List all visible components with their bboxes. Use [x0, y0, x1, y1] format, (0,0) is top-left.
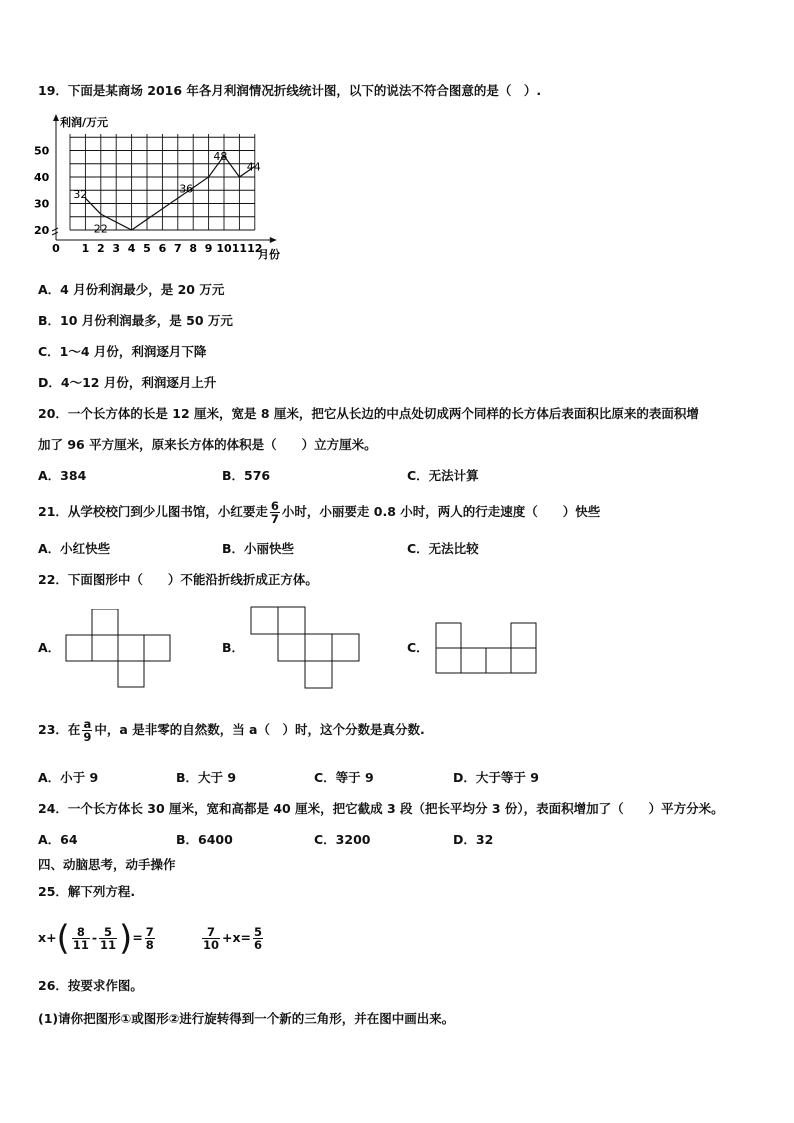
x-tick-label: 0: [52, 242, 60, 255]
q20-option-b[interactable]: B．576: [222, 468, 271, 483]
q21-option-c[interactable]: C．无法比较: [407, 541, 479, 556]
q23-text-b: 中，a 是非零的自然数，当 a（ ）时，这个分数是真分数.: [94, 722, 425, 737]
q19-option-d[interactable]: D．4～12 月份，利润逐月上升: [38, 375, 217, 390]
y-tick-label: 50: [34, 144, 50, 158]
x-tick-label: 4: [127, 242, 136, 255]
q24-option-d[interactable]: D．32: [453, 832, 494, 847]
q22-label-a[interactable]: A．: [38, 640, 61, 655]
q21-option-b[interactable]: B．小丽快些: [222, 541, 295, 556]
equation-2: $\frac{7}{10}$ +x= $\frac{5}{6}$: [203, 925, 263, 952]
point-label: 44: [246, 160, 261, 174]
q19-option-c[interactable]: C．1～4 月份，利润逐月下降: [38, 344, 207, 359]
point-label: 22: [93, 222, 108, 236]
axis-break: [52, 228, 58, 235]
q23-option-b[interactable]: B．大于 9: [176, 770, 237, 785]
y-tick-label: 20: [34, 224, 50, 237]
q23-option-c[interactable]: C．等于 9: [314, 770, 374, 785]
y-tick-label: 40: [34, 171, 50, 184]
profit-series-line: [85, 156, 254, 230]
q21-stem: [38, 494, 600, 530]
y-axis-arrow: [53, 114, 59, 121]
y-axis-label: 利润/万元: [60, 116, 109, 129]
x-tick-label: 12: [247, 242, 263, 255]
y-tick-label: 30: [34, 197, 50, 211]
q20-stem-line2: 加了 96 平方厘米，原来长方体的体积是（ ）立方厘米。: [38, 437, 377, 452]
q20-option-a[interactable]: A．384: [38, 468, 87, 483]
q23-option-a[interactable]: A．小于 9: [38, 770, 99, 785]
point-label: 36: [179, 182, 194, 196]
q26-stem: 26．按要求作图。: [38, 978, 143, 993]
q21-fraction: $\frac{6}{7}$: [270, 499, 279, 526]
q23-stem: [38, 712, 425, 748]
q23-fraction: $\frac{a}{9}$: [83, 717, 92, 744]
x-tick-label: 9: [204, 242, 213, 255]
q21-option-a[interactable]: A．小红快些: [38, 541, 111, 556]
q24-stem: 24．一个长方体长 30 厘米，宽和高都是 40 厘米，把它截成 3 段（把长平均分 3 份），表面积增加了（ ）平方分米。: [38, 801, 724, 816]
q22-label-c[interactable]: C．: [407, 640, 429, 655]
x-tick-label: 6: [158, 242, 167, 255]
x-tick-label: 1: [81, 242, 90, 255]
q21-text-a: 21．从学校校门到少儿图书馆，小红要走: [38, 504, 268, 519]
chart-grid: [70, 134, 255, 230]
x-tick-label: 11: [231, 242, 248, 255]
q24-option-a[interactable]: A．64: [38, 832, 78, 847]
point-label: 32: [73, 188, 88, 202]
q23-option-d[interactable]: D．大于等于 9: [453, 770, 539, 785]
q19-stem: 19．下面是某商场 2016 年各月利润情况折线统计图，以下的说法不符合图意的是（ ）.: [38, 83, 542, 98]
x-tick-label: 10: [216, 242, 232, 255]
q26-subquestion-1: (1)请你把图形①或图形②进行旋转得到一个新的三角形，并在图中画出来。: [38, 1011, 455, 1026]
q22-label-b[interactable]: B．: [222, 640, 245, 655]
q21-text-b: 小时，小丽要走 0.8 小时，两人的行走速度（ ）快些: [281, 504, 601, 519]
q19-option-a[interactable]: A．4 月份利润最少，是 20 万元: [38, 282, 225, 297]
cube-net-c: [435, 622, 537, 674]
q22-stem: 22．下面图形中（ ）不能沿折线折成正方体。: [38, 572, 318, 587]
q24-option-c[interactable]: C．3200: [314, 832, 371, 847]
x-axis-arrow: [270, 237, 277, 243]
equation-1: x+( $\frac{8}{11}$ - $\frac{5}{11}$ )= $\frac{7}{8}$: [38, 918, 154, 959]
q23-text-a: 23．在: [38, 722, 81, 737]
x-tick-label: 7: [173, 242, 182, 255]
section-4-heading: 四、动脑思考，动手操作: [38, 857, 176, 872]
cube-net-a: [65, 609, 175, 689]
profit-line-chart: [30, 112, 290, 262]
q20-option-c[interactable]: C．无法计算: [407, 468, 479, 483]
point-label: 48: [213, 149, 228, 163]
q24-option-b[interactable]: B．6400: [176, 832, 233, 847]
x-tick-label: 3: [112, 242, 121, 255]
q20-stem-line1: 20．一个长方体的长是 12 厘米，宽是 8 厘米，把它从长边的中点处切成两个同样的长方体后表面积比原来的表面积增: [38, 406, 699, 421]
x-tick-label: 8: [189, 242, 198, 255]
cube-net-b: [250, 606, 365, 690]
q25-stem: 25．解下列方程.: [38, 884, 136, 899]
q19-option-b[interactable]: B．10 月份利润最多，是 50 万元: [38, 313, 233, 328]
x-tick-label: 2: [96, 242, 105, 255]
x-axis-label: 月份: [258, 248, 280, 261]
x-tick-label: 5: [143, 242, 151, 255]
